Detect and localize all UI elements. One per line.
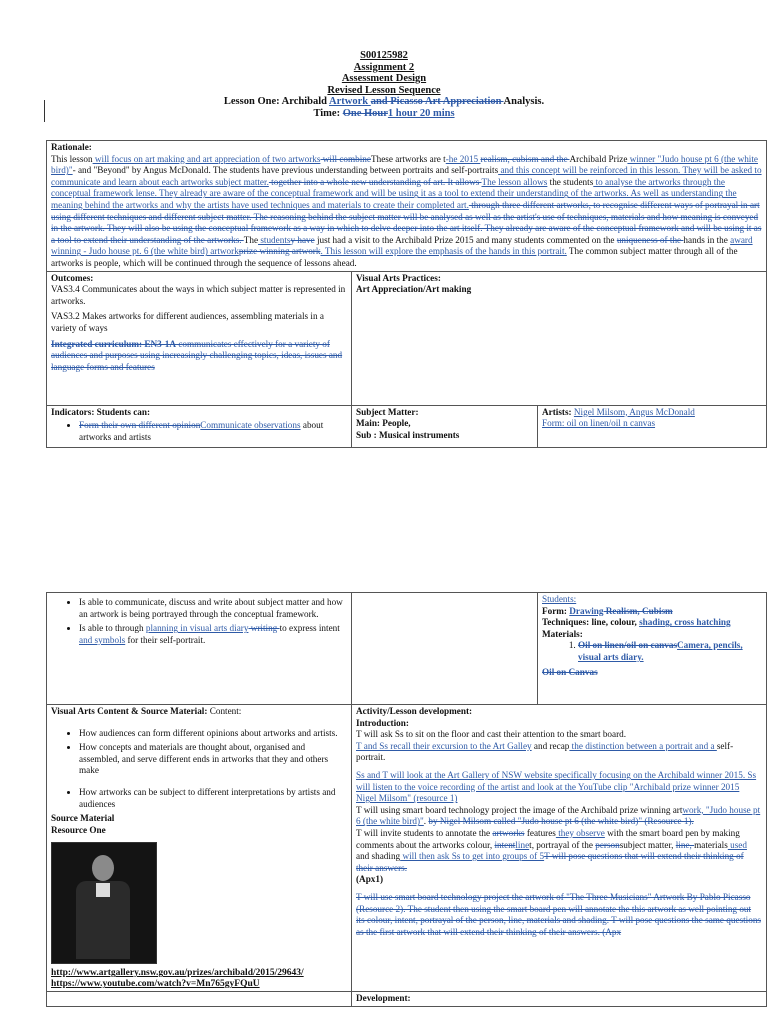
resource-portrait-image bbox=[51, 842, 157, 964]
lesson-table-page2 bbox=[46, 592, 767, 1007]
subject-sub: Sub : Musical instruments bbox=[356, 429, 460, 440]
content-list bbox=[51, 728, 347, 811]
rationale-text: This lesson will focus on art making and art appreciation of two artworks will combineThese artworks are t-he 2015 realism, cubism and the Archibald Prize winner "Judo house pt 6 (the white bird)"- and "Beyond" by Angus McDonald. The students have previous understanding between portraits and self-portraits and this concept will be reinforced in this lesson. They will be asked to communicate and learn about each artworks subject matter. together into a whole new understanding of art. It allows The lesson allows the students to analyse the artworks through the conceptual framework lense. They already are aware of the conceptual framework and will be using it as a tool to extend their understanding of the artworks. As well as understanding the meaning behind the artworks and why the artists have used techniques and materials to create their completed art. through three different artworks, to recognise different ways of portrayal in art using different techniques and different subject matter. The reasoning behind the subject matter will be analysed as well as the artist's use of techniques, materials and how meaning is conveyed in the artwork. They will also be using the conceptual framework as a way in which to delve deeper into the art itself. They already are aware of the conceptual framework and will be using it as a tool to extend their understanding of the artworks. The studentsy have just had a visit to the Archibald Prize 2015 and many students commented on the uniqueness of the hands in the award winning - Judo house pt. 6 (the white bird) artworkprize winning artwork. This lesson will explore the emphasis of the hands in this portrait. The common subject matter through all of the artworks is people, which will be continued through the sequence of lessons ahead. bbox=[51, 153, 762, 268]
materials-oil: Oil on Canvas bbox=[542, 666, 598, 677]
introduction-heading: Introduction: bbox=[356, 717, 409, 728]
content-item: • How concepts and materials are thought about, organised and assembled, and serve different ends in artworks that they and others make bbox=[79, 742, 347, 777]
activity-step-deleted: T will use smart board technology project the artwork of "The Three Musicians" Artwork By Pablo Picasso (Resource 2). The student then using the smart board pen will annotate the this artwork as well pointing out its colour, intent, portrayal of the person, line, materials and shading. T will pose questions the same questions as the first artwork that will extend their thinking of their answers. (Apx bbox=[356, 891, 761, 937]
activity-cell bbox=[352, 705, 767, 992]
materials-heading: Materials: bbox=[542, 628, 583, 639]
activity-step: T will invite students to annotate the artworks features they observe with the smart board pen by making comments about the artworks colour, intentlinet, portrayal of the personsubject matter, line, materials used and shading will then ask Ss to get into groups of 5T will pose questions that will extend their thinking of their answers. bbox=[356, 827, 747, 873]
practices-cell bbox=[352, 271, 767, 405]
student-id: S00125982 bbox=[360, 50, 408, 61]
lesson-title: Lesson One: Archibald Artwork and Picasso Art Appreciation Analysis. bbox=[223, 96, 545, 107]
rationale-cell bbox=[47, 141, 767, 272]
rationale-heading: Rationale: bbox=[51, 142, 92, 152]
assignment-title: Assignment 2 bbox=[353, 61, 415, 73]
artists-label: Artists: bbox=[542, 406, 574, 417]
practices-value: Art Appreciation/Art making bbox=[356, 284, 472, 295]
students-form: Form: Drawing Realism, Cubism bbox=[542, 605, 673, 616]
indicator-item: • Form their own different opinionCommunicate observations about artworks and artists bbox=[79, 420, 347, 443]
empty-cell bbox=[47, 992, 352, 1007]
artists-names: Nigel Milsom, Angus McDonald bbox=[573, 406, 695, 417]
lesson-table-page1 bbox=[46, 140, 767, 448]
material-item: 1. Oil on linen/oil on canvasCamera, pencils, visual arts diary. bbox=[578, 640, 762, 663]
indicators-continued-cell bbox=[47, 593, 352, 705]
outcomes-heading: Outcomes: bbox=[51, 272, 94, 283]
outcome-vas34: VAS3.4 Communicates about the ways in which subject matter is represented in artworks. bbox=[51, 284, 346, 306]
activity-step: T and Ss recall their excursion to the Art Galley and recap the distinction between a portrait and a self-portrait. bbox=[356, 740, 734, 763]
resource-links bbox=[51, 968, 347, 990]
content-cell bbox=[47, 705, 352, 992]
activity-step: T will using smart board technology project the image of the Archibald prize winning artwork, "Judo house pt 6 (the white bird)". by Nigel Milsom called "Judo house pt 6 (the white bird)" (Resource 1). bbox=[356, 804, 761, 827]
outcome-vas32: VAS3.2 Makes artworks for different audiences, assembling materials in a variety of ways bbox=[51, 311, 324, 333]
subject-heading: Subject Matter: bbox=[356, 406, 419, 417]
indicator-item: • Is able to communicate, discuss and write about subject matter and how an artwork is being portrayed through the conceptual framework. bbox=[79, 597, 347, 620]
student-materials-cell bbox=[538, 593, 767, 705]
outcome-integrated: Integrated curriculum: EN3-1A communicates effectively for a variety of audiences and purposes using increasingly challenging topics, ideas, issues and language forms and features bbox=[51, 338, 343, 372]
gallery-link[interactable]: http://www.artgallery.nsw.gov.au/prizes/archibald/2015/29643/ bbox=[51, 968, 304, 979]
subject-continued-cell bbox=[352, 593, 538, 705]
indicators-cell bbox=[47, 405, 352, 448]
youtube-link[interactable]: https://www.youtube.com/watch?v=Mn765gyFQuU bbox=[51, 979, 260, 990]
content-item: • How artworks can be subject to different interpretations by artists and audiences bbox=[79, 787, 347, 810]
content-item: • How audiences can form different opinions about artworks and artists. bbox=[79, 728, 347, 740]
practices-heading: Visual Arts Practices: bbox=[356, 272, 441, 283]
artists-cell bbox=[538, 405, 767, 448]
activity-step: Ss and T will look at the Art Gallery of NSW website specifically focusing on the Archibald winner 2015. Ss will listen to the voice recording of the artist and look at the YouTube clip "Archibald prize winner 2015 Nigel Milsom" (resource 1) bbox=[356, 769, 757, 804]
indicator-item: • Is able to through planning in visual arts diary writing to express intent and symbols for their self-portrait. bbox=[79, 623, 347, 646]
change-bar bbox=[44, 100, 45, 122]
time-line: Time: One Hour1 hour 20 mins bbox=[313, 107, 455, 119]
sequence-title: Revised Lesson Sequence bbox=[327, 84, 441, 96]
development-cell bbox=[352, 992, 767, 1007]
subject-cell bbox=[352, 405, 538, 448]
resource-one-label: Resource One bbox=[51, 824, 106, 835]
development-heading: Development: bbox=[356, 993, 411, 1004]
activity-heading: Activity/Lesson development: bbox=[356, 706, 473, 716]
document-header bbox=[0, 50, 768, 119]
subject-main: Main: People, bbox=[356, 418, 411, 429]
content-heading: Visual Arts Content & Source Material: Content: bbox=[51, 706, 242, 716]
students-techniques: Techniques: line, colour, shading, cross hatching bbox=[542, 617, 731, 628]
source-heading: Source Material bbox=[51, 813, 115, 824]
indicators-list bbox=[51, 420, 347, 443]
design-title: Assessment Design bbox=[341, 73, 427, 84]
activity-step: T will ask Ss to sit on the floor and cast their attention to the smart board. bbox=[356, 729, 627, 740]
artists-form: Form: oil on linen/oil n canvas bbox=[542, 418, 656, 429]
materials-list bbox=[542, 640, 762, 663]
outcomes-cell bbox=[47, 271, 352, 405]
indicators-heading: Indicators: Students can: bbox=[51, 406, 151, 417]
appendix-ref: (Apx1) bbox=[356, 874, 384, 885]
students-label: Students: bbox=[542, 594, 577, 604]
indicators-continued-list bbox=[51, 597, 347, 646]
